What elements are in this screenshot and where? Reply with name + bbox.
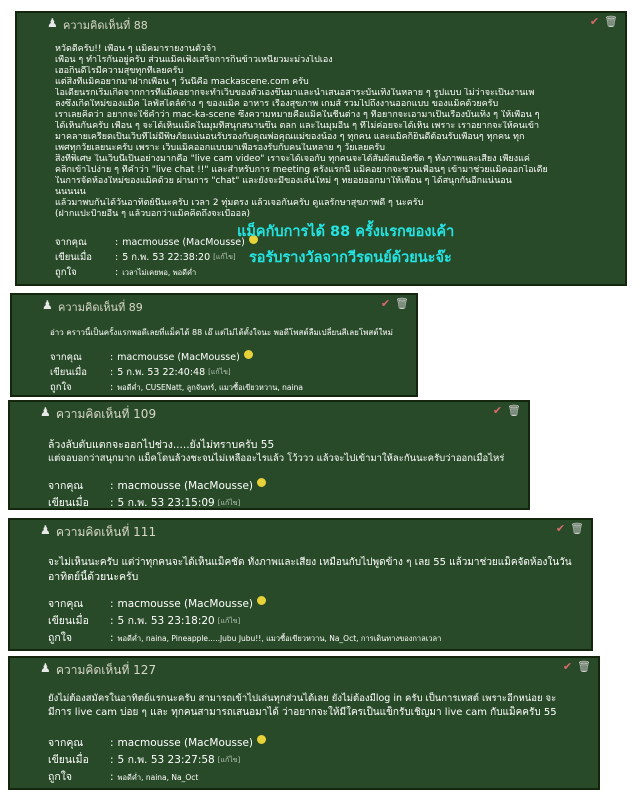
- check-icon[interactable]: ✔: [492, 404, 503, 417]
- body-line: อาทิตย์นี้ด้วยนะครับ: [48, 571, 139, 583]
- comment-meta: [48, 478, 266, 510]
- comment-header: [10, 658, 598, 680]
- comment-actions: [379, 297, 408, 311]
- post-date: 5 ก.พ. 53 23:15:09: [117, 497, 215, 509]
- comment-title: ความคิดเห็นที่ 109: [56, 407, 157, 421]
- comment-109: [8, 400, 530, 510]
- author-label: จากคุณ: [55, 237, 87, 248]
- comment-meta: [48, 735, 266, 786]
- user-silhouette-icon: ♟: [40, 405, 51, 419]
- comment-header: [10, 520, 591, 542]
- author-link[interactable]: macmousse (MacMousse): [122, 237, 245, 248]
- author-row: จากคุณ : macmousse (MacMousse): [48, 735, 266, 752]
- check-icon[interactable]: ✔: [562, 660, 573, 673]
- comment-header: [12, 295, 416, 317]
- smiley-icon: [257, 735, 266, 744]
- author-link[interactable]: macmousse (MacMousse): [117, 737, 254, 749]
- date-label: เขียนเมื่อ: [55, 252, 93, 263]
- body-line: แต่สิ่งที่แม็คอยากมาฝากเพื่อน ๆ วันนี้คือ mackascene.com ครับ: [55, 77, 309, 87]
- body-line: คลิกเข้าไปง่าย ๆ ที่คำว่า "live chat !!" และสำหรับการ meeting ครั้งแรกนี้ แม็คอยากจะชวนเพื่อนๆ เข้ามาช่วยแม็คออกไอเดีย: [55, 165, 548, 175]
- user-silhouette-icon: ♟: [42, 298, 53, 312]
- author-row: จากคุณ : macmousse (MacMousse): [48, 596, 441, 613]
- comment-89: [10, 293, 418, 397]
- comment-actions: [554, 522, 583, 536]
- comment-88: [15, 11, 627, 286]
- smiley-icon: [257, 596, 266, 605]
- body-line: เพศทุกวัยเลยนะครับ เพราะ เว็บแม็คออกแบบมาเพื่อรองรับกับคนในหลาย ๆ วัยเลยครับ: [55, 143, 385, 153]
- comment-title: ความคิดเห็นที่ 111: [56, 525, 157, 539]
- edit-link[interactable]: [แก้ไข]: [217, 756, 241, 764]
- comment-body: [48, 692, 588, 720]
- likes-list[interactable]: เวลาไม่เคยพอ, พอดีค่ำ: [122, 268, 197, 277]
- trash-icon[interactable]: 🗑: [570, 522, 584, 535]
- check-icon[interactable]: ✔: [589, 15, 600, 28]
- edit-link[interactable]: [แก้ไข]: [208, 368, 231, 376]
- date-label: เขียนเมื่อ: [48, 754, 89, 766]
- likes-label: ถูกใจ: [55, 267, 77, 278]
- date-row: เขียนเมื่อ : 5 ก.พ. 53 22:38:20 [แก้ไข]: [55, 252, 236, 263]
- body-line: มีการ live cam บ่อย ๆ และ ทุกคนสามารถเสนอมาได้ ว่าอยากจะให้มีใครเป็นแข็กรับเชิญมา live cam กับแม็คครับ 55: [48, 707, 557, 718]
- post-date: 5 ก.พ. 53 22:40:48: [117, 367, 206, 378]
- author-link[interactable]: macmousse (MacMousse): [117, 352, 240, 363]
- comment-body: [48, 438, 518, 466]
- smiley-icon: [257, 478, 266, 487]
- comment-meta: [55, 235, 258, 280]
- author-row: จากคุณ : macmousse (MacMousse): [55, 235, 258, 250]
- trash-icon[interactable]: 🗑: [507, 404, 521, 417]
- body-line: ลงซึ่งเกิดใหม่ของแม็ค ไลฟ์สไตล์ต่าง ๆ ของแม็ค อาหาร เรื่องสุขภาพ เกมส์ รวมไปถึงงานออกแบบ ของแม็คด้วยครับ: [55, 99, 499, 109]
- user-silhouette-icon: ♟: [40, 661, 51, 675]
- date-row: เขียนเมื่อ : 5 ก.พ. 53 22:40:48 [แก้ไข]: [50, 367, 231, 378]
- likes-row: ถูกใจ : พอดีค่ำ, naina, Na_Oct: [48, 769, 266, 786]
- date-row: เขียนเมื่อ : 5 ก.พ. 53 23:18:20 [แก้ไข]: [48, 613, 441, 630]
- author-label: จากคุณ: [50, 352, 82, 363]
- date-label: เขียนเมื่อ: [50, 367, 88, 378]
- date-label: เขียนเมื่อ: [48, 497, 89, 509]
- comment-body: [55, 44, 615, 220]
- comment-meta: [48, 596, 441, 647]
- author-link[interactable]: macmousse (MacMousse): [117, 480, 254, 492]
- body-line: เพื่อน ๆ ทำไรกันอยู่ครับ ส่วนแม็คเพิ่งเสร็จการกินข้าวเหนียวมะม่วงไปเอง: [55, 55, 333, 65]
- likes-row: ถูกใจ : พอดีค่ำ, CUSENatt, ลูกจันทร์, แมวซื้อเขียวหวาน, naina: [50, 382, 303, 393]
- body-line: (ฝากแปะป้ายอื่น ๆ แล้วบอกว่าแม็คคิดถึงจะเบื่ออล): [55, 209, 251, 219]
- comment-111: [8, 518, 593, 651]
- overlay-caption-line-1: แม็คกับการได้ 88 ครั้งแรกของเค้า: [237, 224, 455, 240]
- overlay-caption-line-2: รอรับรางวัลจากวีรดนย์ด้วยนะจ๊ะ: [249, 250, 452, 266]
- body-line: ล้วงลับตับแตกจะออกไปช่วง.....ยังไม่ทราบครับ 55: [48, 439, 275, 451]
- likes-list[interactable]: พอดีค่ำ, naina, Na_Oct: [117, 773, 199, 782]
- body-line: ไอเดียนรกเริ่มเกิดจากการที่แม็คอยากจะทำเว็บของตัวเองขึ้นมาและนำเสนอสาระบันเทิงในหลาย ๆ รูปแบบ ไม่ว่าจะเป็นงานเพ: [55, 88, 535, 98]
- comment-title: ความคิดเห็นที่ 89: [58, 301, 143, 314]
- check-icon[interactable]: ✔: [555, 522, 566, 535]
- trash-icon[interactable]: 🗑: [395, 297, 409, 310]
- post-date: 5 ก.พ. 53 23:18:20: [117, 615, 215, 627]
- body-line: จะไม่เห็นนะครับ แต่ว่าทุกคนจะได้เห็นแม็คชัด ทั้งภาพและเสียง เหมือนกับไปพูดข้าง ๆ เลย 55 แล้วมาช่วยแม็คจัดห้องในวัน: [48, 557, 572, 568]
- comment-title: ความคิดเห็นที่ 127: [56, 663, 157, 677]
- author-link[interactable]: macmousse (MacMousse): [117, 598, 254, 610]
- date-label: เขียนเมื่อ: [48, 615, 89, 627]
- body-line: นนนนน: [55, 187, 86, 197]
- likes-list[interactable]: พอดีค่ำ, naina, Pineapple.....Jubu Jubu!!, แมวซื้อเขียวหวาน, Na_Oct, การเดินทางของกาลเวลา: [117, 634, 442, 643]
- body-line: แล้วมาพบกันได้วันอาทิตย์นี้นะครับ เวลา 2 ทุ่มตรง แล้วเจอกันครับ ดูแลรักษาสุขภาพดี ๆ นะครับ: [55, 198, 424, 208]
- body-line: ยังไม่ต้องสมัครในอาทิตย์แรกนะครับ สามารถเข้าไปเล่นทุกส่วนได้เลย ยังไม่ต้องมีlog in ครับ เป็นการเทสต์ เพราะอีกหน่อย จะ: [48, 693, 557, 704]
- author-label: จากคุณ: [48, 480, 84, 492]
- body-line: มาคลายเครียดเป็นเว็บที่ไม่มีพิษภัยแน่นอนรับรองกับคุณพ่อคุณแม่ของน้อง ๆ ทุกคน และแม็คก็ยินดีต้อนรับเพื่อนๆ ทุกคน ทุก: [55, 132, 525, 142]
- user-silhouette-icon: ♟: [47, 16, 58, 30]
- date-row: เขียนเมื่อ : 5 ก.พ. 53 23:27:58 [แก้ไข]: [48, 752, 266, 769]
- comment-meta: [50, 350, 303, 395]
- likes-list[interactable]: พอดีค่ำ, CUSENatt, ลูกจันทร์, แมวซื้อเขียวหวาน, naina: [117, 383, 303, 392]
- comment-127: [8, 656, 600, 790]
- body-line: ในการจัดห้องใหม่ของแม็คด้วย ผ่านการ "chat" และยังจะมีของเล่นใหม่ ๆ ทยอยออกมาให้เพื่อน ๆ ได้สนุกกันอีกแน่นอน: [55, 176, 512, 186]
- comment-body: [48, 556, 581, 584]
- author-row: จากคุณ : macmousse (MacMousse): [50, 350, 303, 365]
- body-line: ได้เห็นกันครับ เพื่อน ๆ จะได้เห็นแม็คในมุมที่สนุกสนานขึ้น ตลก และในมุมอื่น ๆ ที่ไม่ค่อยจะได้เห็น เพราะ เราอยากจะให้คนเข้า: [55, 121, 540, 131]
- trash-icon[interactable]: 🗑: [577, 660, 591, 673]
- author-label: จากคุณ: [48, 598, 84, 610]
- post-date: 5 ก.พ. 53 23:27:58: [117, 754, 215, 766]
- comment-actions: [561, 660, 590, 674]
- body-line: เราเลยคิดว่า อยากจะใช้คำว่า mac-ka-scene ซึ่งความหมายคือแม็คในชีนต่าง ๆ ที่อยากจะเอามาเป็นเรื่องบันเทิง ๆ ให้เพื่อน ๆ: [55, 110, 540, 120]
- author-label: จากคุณ: [48, 737, 84, 749]
- author-row: จากคุณ : macmousse (MacMousse): [48, 478, 266, 495]
- likes-label: ถูกใจ: [48, 632, 72, 644]
- edit-link[interactable]: [แก้ไข]: [213, 253, 236, 261]
- date-row: เขียนเมื่อ : 5 ก.พ. 53 23:15:09 [แก้ไข]: [48, 495, 266, 510]
- likes-label: ถูกใจ: [48, 771, 72, 783]
- comment-header: [10, 402, 528, 424]
- comment-title: ความคิดเห็นที่ 88: [63, 19, 148, 32]
- body-line: หวัดดีครับ!! เพื่อน ๆ แม็คมารายงานตัวจ้า: [55, 44, 217, 54]
- comment-body: [50, 327, 406, 338]
- body-line: สิ่งที่พิเศษ ในเว็บนี้เป็นอย่างมากคือ "live cam video" เราจะได้เจอกับ ทุกคนจะได้สัมผัสแม็คชัด ๆ ทั้งภาพและเสียง เพียงแค่: [55, 154, 530, 164]
- comment-header: [17, 13, 625, 35]
- likes-label: ถูกใจ: [50, 382, 72, 393]
- check-icon[interactable]: ✔: [380, 297, 391, 310]
- likes-row: ถูกใจ : พอดีค่ำ, naina, Pineapple.....Jubu Jubu!!, แมวซื้อเขียวหวาน, Na_Oct, การเดินทางของกาลเวลา: [48, 630, 441, 647]
- comment-actions: [491, 404, 520, 418]
- edit-link[interactable]: [แก้ไข]: [217, 499, 241, 507]
- smiley-icon: [244, 350, 253, 359]
- user-silhouette-icon: ♟: [40, 523, 51, 537]
- post-date: 5 ก.พ. 53 22:38:20: [122, 252, 211, 263]
- likes-row: ถูกใจ : เวลาไม่เคยพอ, พอดีค่ำ: [55, 267, 197, 278]
- body-line: อ่าว คราวนี้เป็นครั้งแรกพอดีเลยที่แม็คได้ 88 เอ๊ แต่ไม่ได้ตั้งใจนะ พอดีโพสต์ลืมเปลี่ยนสีเลยโพสต์ใหม่: [50, 328, 393, 337]
- comment-actions: [588, 15, 617, 29]
- body-line: เฮอกินดีไรมีความสุขทุกที่เลยครับ: [55, 66, 184, 76]
- trash-icon[interactable]: 🗑: [604, 15, 618, 28]
- edit-link[interactable]: [แก้ไข]: [217, 617, 241, 625]
- body-line: แต่จอบอกว่าสนุกมาก แม็คโดนล้วงชะจนไม่เหลืออะไรแล้ว โว้ววว แล้วจะไปเข้ามาให้ละกันนะครับว่าออกเมื่อไหร่: [48, 453, 505, 464]
